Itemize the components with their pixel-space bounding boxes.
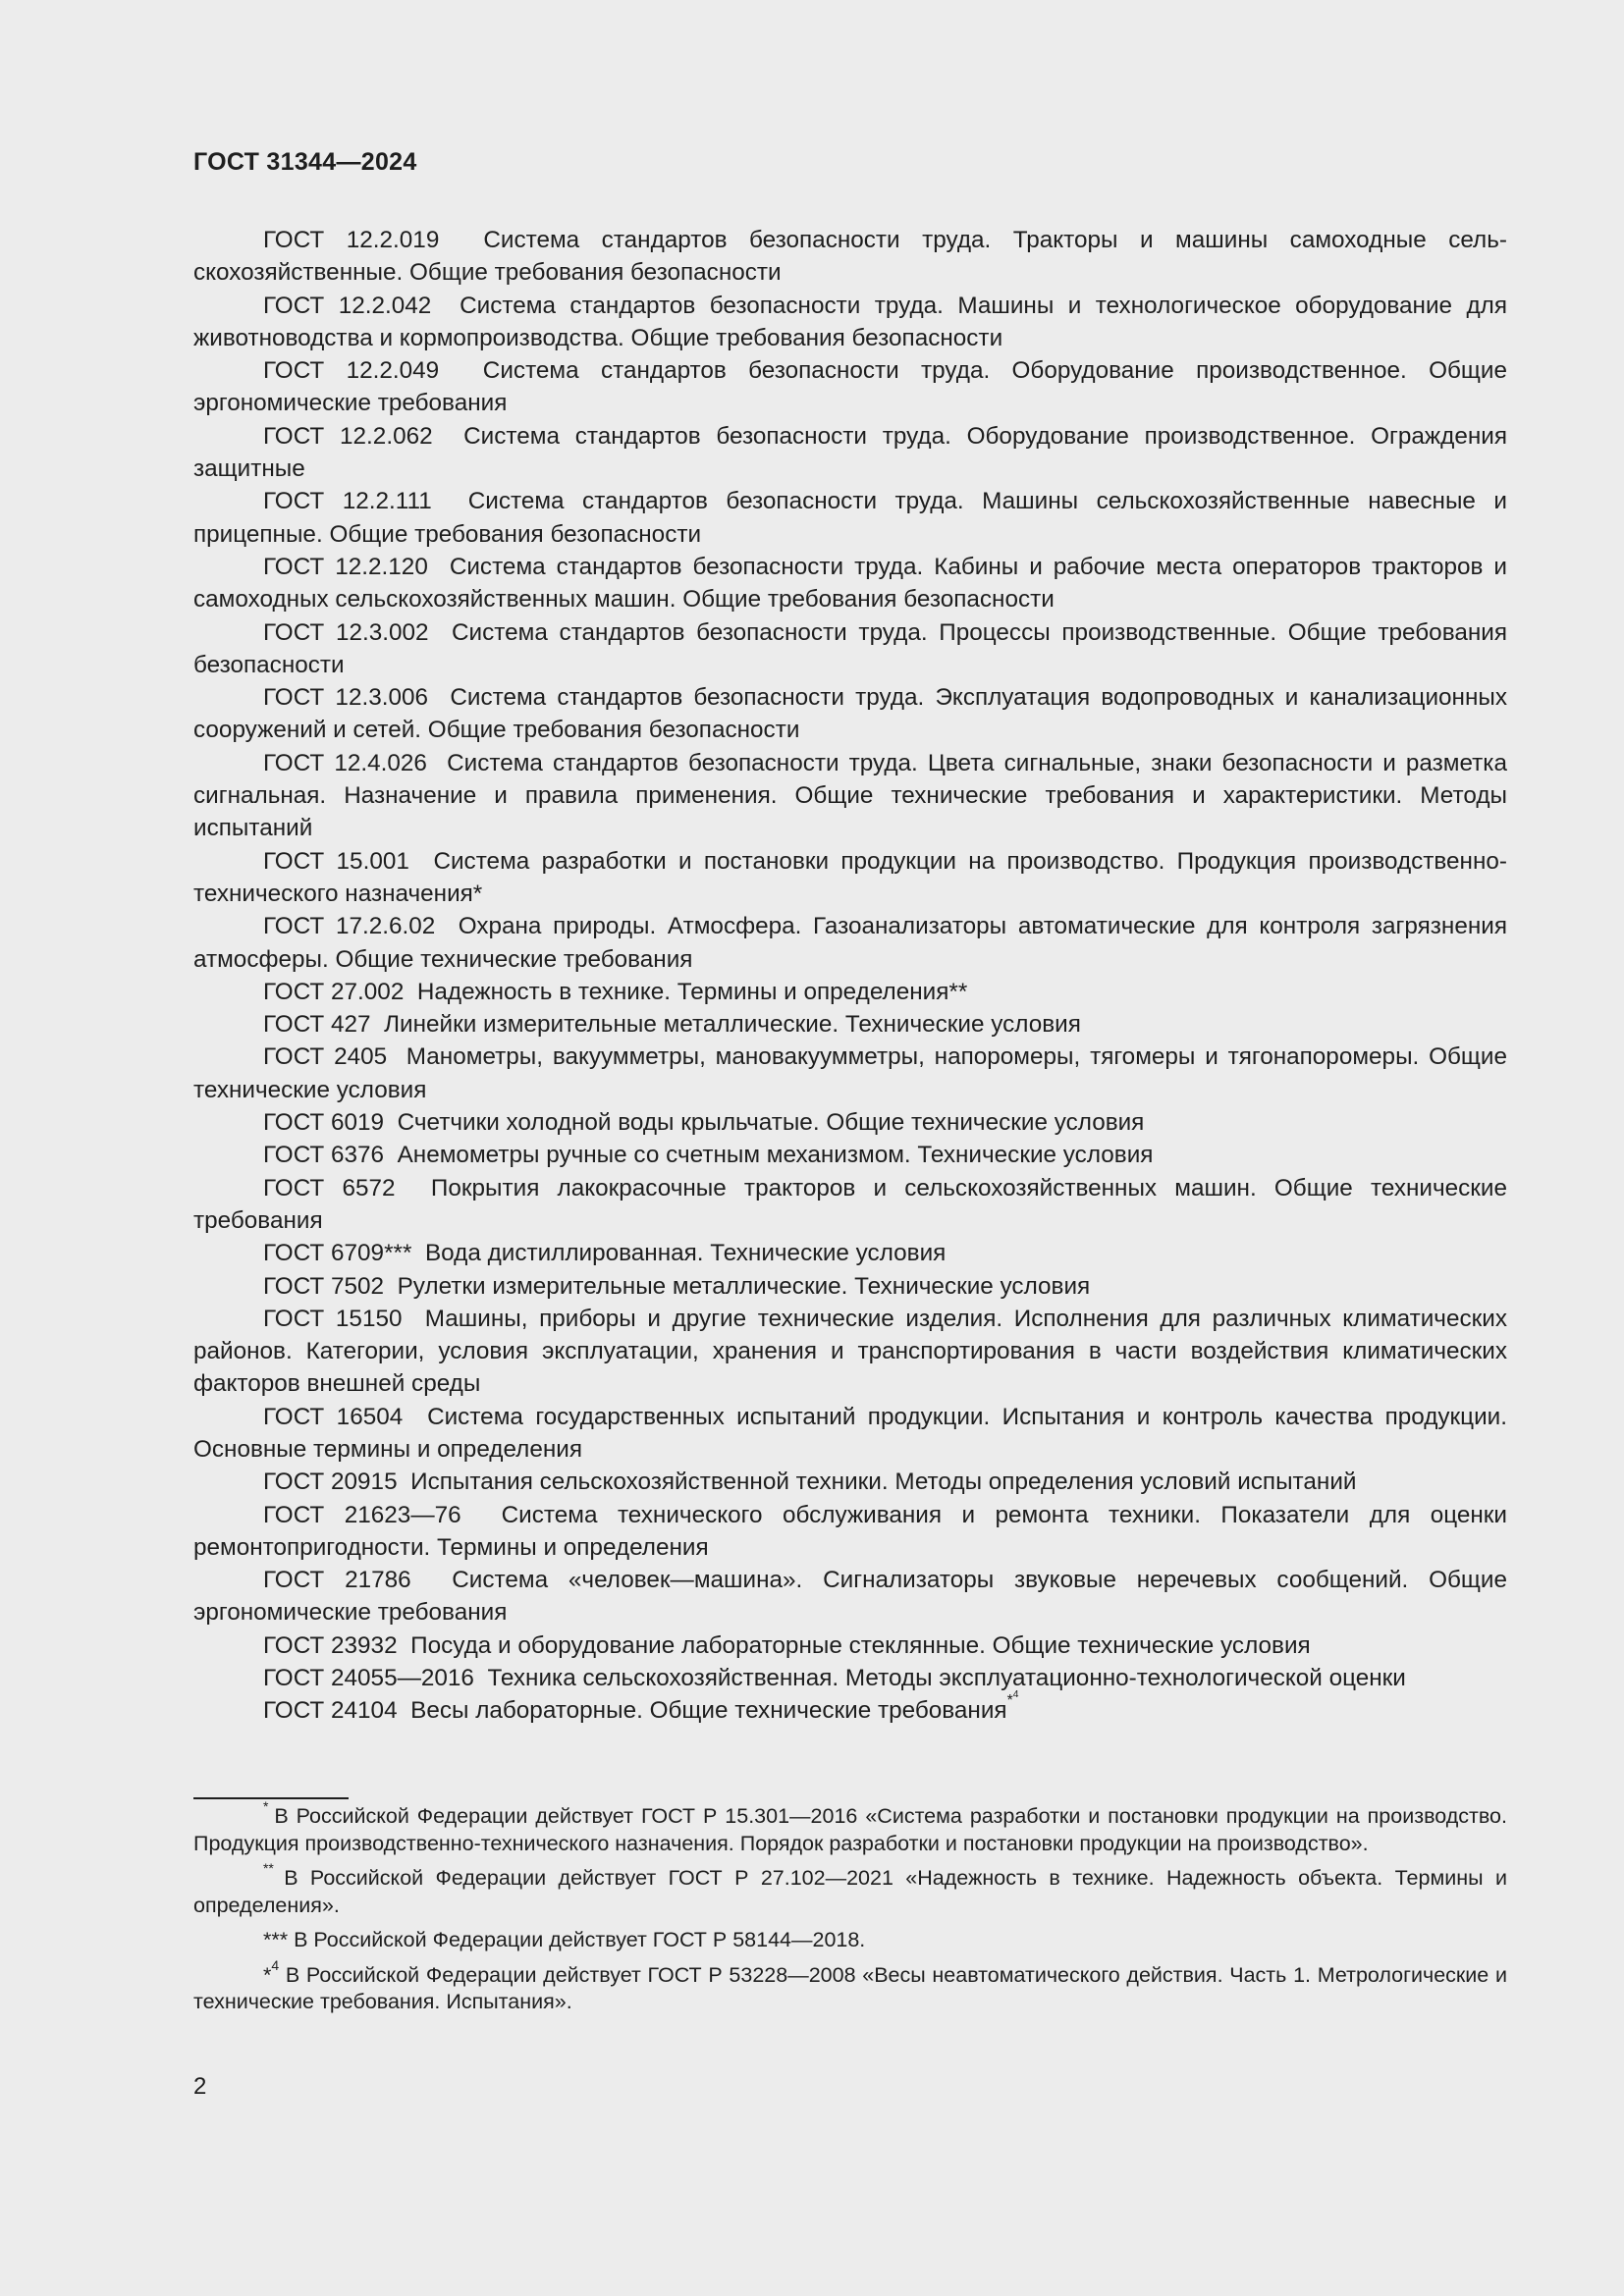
reference-code: ГОСТ 12.2.042	[263, 292, 432, 319]
reference-code: ГОСТ 6572	[263, 1174, 396, 1201]
reference-code: ГОСТ 12.3.006	[263, 684, 429, 712]
reference-item	[193, 354, 1507, 420]
footnote-marker: *	[263, 1798, 269, 1815]
reference-item	[193, 1041, 1507, 1106]
reference-title: Машины, приборы и другие технические изделия. Исполнения для различных климатических районов. Категории, условия эксплуатации, хранения и транспортирования в части воздействия климатических факторов внешней среды	[193, 1305, 1507, 1398]
reference-item	[193, 845, 1507, 911]
reference-item	[193, 681, 1507, 747]
reference-title: Система стандартов безопасности труда. Процессы производственные. Общие требования безопасности	[193, 618, 1507, 678]
reference-item	[193, 420, 1507, 486]
reference-code: ГОСТ 2405	[263, 1043, 388, 1071]
footnote-text: В Российской Федерации действует ГОСТ Р 27.102—2021 «Надежность в технике. Надежность объекта. Термины и определения».	[193, 1866, 1507, 1917]
reference-code: ГОСТ 21786	[263, 1567, 411, 1594]
reference-item	[193, 485, 1507, 551]
reference-title: Надежность в технике. Термины и определения**	[416, 978, 968, 1005]
reference-item	[193, 1106, 1507, 1139]
reference-item	[193, 1401, 1507, 1467]
reference-item	[193, 1237, 1507, 1269]
reference-item	[193, 1270, 1507, 1303]
footnote-marker-number: 4	[1012, 1688, 1019, 1700]
reference-title: Система стандартов безопасности труда. Машины сельскохозяйственные навесные и прицепные. Общие требования безопасности	[193, 488, 1507, 548]
reference-title: Рулетки измерительные металлические. Технические условия	[397, 1272, 1091, 1300]
reference-code: ГОСТ 16504	[263, 1403, 404, 1430]
reference-code: ГОСТ 15150	[263, 1305, 403, 1332]
footnote	[193, 1798, 1507, 1857]
reference-code: ГОСТ 12.4.026	[263, 749, 427, 776]
reference-code: ГОСТ 15.001	[263, 847, 409, 875]
reference-item	[193, 1629, 1507, 1662]
reference-title: Система технического обслуживания и ремонта техники. Показатели для оценки ремонтопригодности. Термины и определения	[193, 1501, 1507, 1561]
reference-code: ГОСТ 427	[263, 1011, 371, 1039]
footnote-marker: *4	[1006, 1688, 1019, 1710]
footnote-marker: **	[263, 1860, 274, 1877]
footnote-marker: *$^4$	[263, 1956, 280, 1987]
reference-title: Манометры, вакуумметры, мановакуумметры, напоромеры, тягомеры и тягонапоромеры. Общие технические условия	[193, 1043, 1507, 1103]
footnote-text: В Российской Федерации действует ГОСТ Р 15.301—2016 «Система разработки и постановки продукции на производство. Продукция производственно-технического назначения. Порядок разработки и постановки продукции на производство».	[193, 1804, 1507, 1855]
reference-title: Вода дистиллированная. Технические условия	[424, 1240, 947, 1267]
footnote-text: В Российской Федерации действует ГОСТ Р 58144—2018.	[294, 1928, 866, 1951]
normative-references-list	[193, 224, 1507, 1728]
reference-code: ГОСТ 17.2.6.02	[263, 913, 436, 940]
reference-item	[193, 1564, 1507, 1629]
reference-title: Покрытия лакокрасочные тракторов и сельскохозяйственных машин. Общие технические требования	[193, 1174, 1507, 1234]
reference-title: Техника сельскохозяйственная. Методы эксплуатационно-технологической оценки	[487, 1665, 1406, 1692]
footnote	[193, 1927, 1507, 1954]
reference-item	[193, 1662, 1507, 1694]
reference-item	[193, 1466, 1507, 1498]
reference-item	[193, 1688, 1507, 1727]
reference-code: ГОСТ 27.002	[263, 978, 405, 1005]
reference-item	[193, 616, 1507, 682]
reference-item	[193, 1172, 1507, 1238]
reference-title: Система государственных испытаний продукции. Испытания и контроль качества продукции. Основные термины и определения	[193, 1403, 1507, 1463]
reference-code: ГОСТ 24104	[263, 1697, 398, 1725]
reference-code: ГОСТ 24055—2016	[263, 1665, 474, 1692]
reference-code: ГОСТ 12.2.111	[263, 488, 432, 515]
reference-title: Система стандартов безопасности труда. Машины и технологическое оборудование для животноводства и кормопроизводства. Общие требования безопасности	[193, 292, 1507, 351]
footnote	[193, 1956, 1507, 2016]
reference-item	[193, 1008, 1507, 1041]
footnote-marker-number: 4	[271, 1956, 280, 1973]
reference-title: Посуда и оборудование лабораторные стеклянные. Общие технические условия	[410, 1631, 1311, 1659]
reference-item	[193, 910, 1507, 976]
reference-item	[193, 290, 1507, 355]
reference-code: ГОСТ 6709***	[263, 1240, 412, 1267]
reference-code: ГОСТ 12.3.002	[263, 618, 429, 646]
reference-code: ГОСТ 7502	[263, 1272, 385, 1300]
page-number: 2	[193, 2073, 207, 2100]
reference-title: Охрана природы. Атмосфера. Газоанализаторы автоматические для контроля загрязнения атмосферы. Общие технические требования	[193, 913, 1507, 973]
reference-item	[193, 747, 1507, 845]
reference-title: Испытания сельскохозяйственной техники. Методы определения условий испытаний	[410, 1468, 1357, 1496]
footnotes	[193, 1798, 1507, 2024]
reference-code: ГОСТ 6376	[263, 1142, 385, 1169]
reference-title: Система стандартов безопасности труда. Цвета сигнальные, знаки безопасности и разметка сигнальная. Назначение и правила применения. Общие технические требования и характеристики. Методы испытаний	[193, 749, 1507, 842]
reference-item	[193, 1139, 1507, 1171]
reference-title: Система стандартов безопасности труда. Оборудование производственное. Общие эргономические требования	[193, 357, 1507, 417]
reference-code: ГОСТ 20915	[263, 1468, 398, 1496]
reference-code: ГОСТ 23932	[263, 1631, 398, 1659]
reference-item	[193, 976, 1507, 1008]
reference-item	[193, 224, 1507, 290]
reference-title: Система стандартов безопасности труда. Тракторы и машины самоходные сельскохозяйственные. Общие требования безопасности	[193, 227, 1507, 287]
reference-item	[193, 1499, 1507, 1565]
reference-title: Система стандартов безопасности труда. Кабины и рабочие места операторов тракторов и самоходных сельскохозяйственных машин. Общие требования безопасности	[193, 553, 1507, 614]
reference-title: Весы лабораторные. Общие технические требования	[410, 1697, 1007, 1725]
reference-code: ГОСТ 6019	[263, 1109, 385, 1137]
reference-item	[193, 551, 1507, 616]
reference-code: ГОСТ 12.2.049	[263, 357, 440, 385]
reference-title: Система стандартов безопасности труда. Оборудование производственное. Ограждения защитные	[193, 422, 1507, 483]
reference-title: Анемометры ручные со счетным механизмом. Технические условия	[397, 1142, 1154, 1169]
reference-code: ГОСТ 21623—76	[263, 1501, 461, 1528]
reference-item	[193, 1303, 1507, 1401]
reference-title: Система «человек—машина». Сигнализаторы звуковые неречевых сообщений. Общие эргономические требования	[193, 1567, 1507, 1627]
reference-code: ГОСТ 12.2.120	[263, 553, 428, 580]
footnote	[193, 1860, 1507, 1919]
reference-title: Счетчики холодной воды крыльчатые. Общие технические условия	[397, 1109, 1145, 1137]
reference-title: Линейки измерительные металлические. Технические условия	[384, 1011, 1081, 1039]
footnote-text: В Российской Федерации действует ГОСТ Р 53228—2008 «Весы неавтоматического действия. Часть 1. Метрологические и технические требования. Испытания».	[193, 1962, 1507, 2013]
document-header: ГОСТ 31344—2024	[193, 148, 417, 176]
reference-title: Система стандартов безопасности труда. Эксплуатация водопроводных и канализационных сооружений и сетей. Общие требования безопасности	[193, 684, 1507, 744]
footnote-marker: ***	[263, 1928, 289, 1951]
reference-code: ГОСТ 12.2.062	[263, 422, 433, 450]
reference-title: Система разработки и постановки продукции на производство. Продукция производственно-технического назначения*	[193, 847, 1507, 907]
reference-code: ГОСТ 12.2.019	[263, 227, 440, 253]
